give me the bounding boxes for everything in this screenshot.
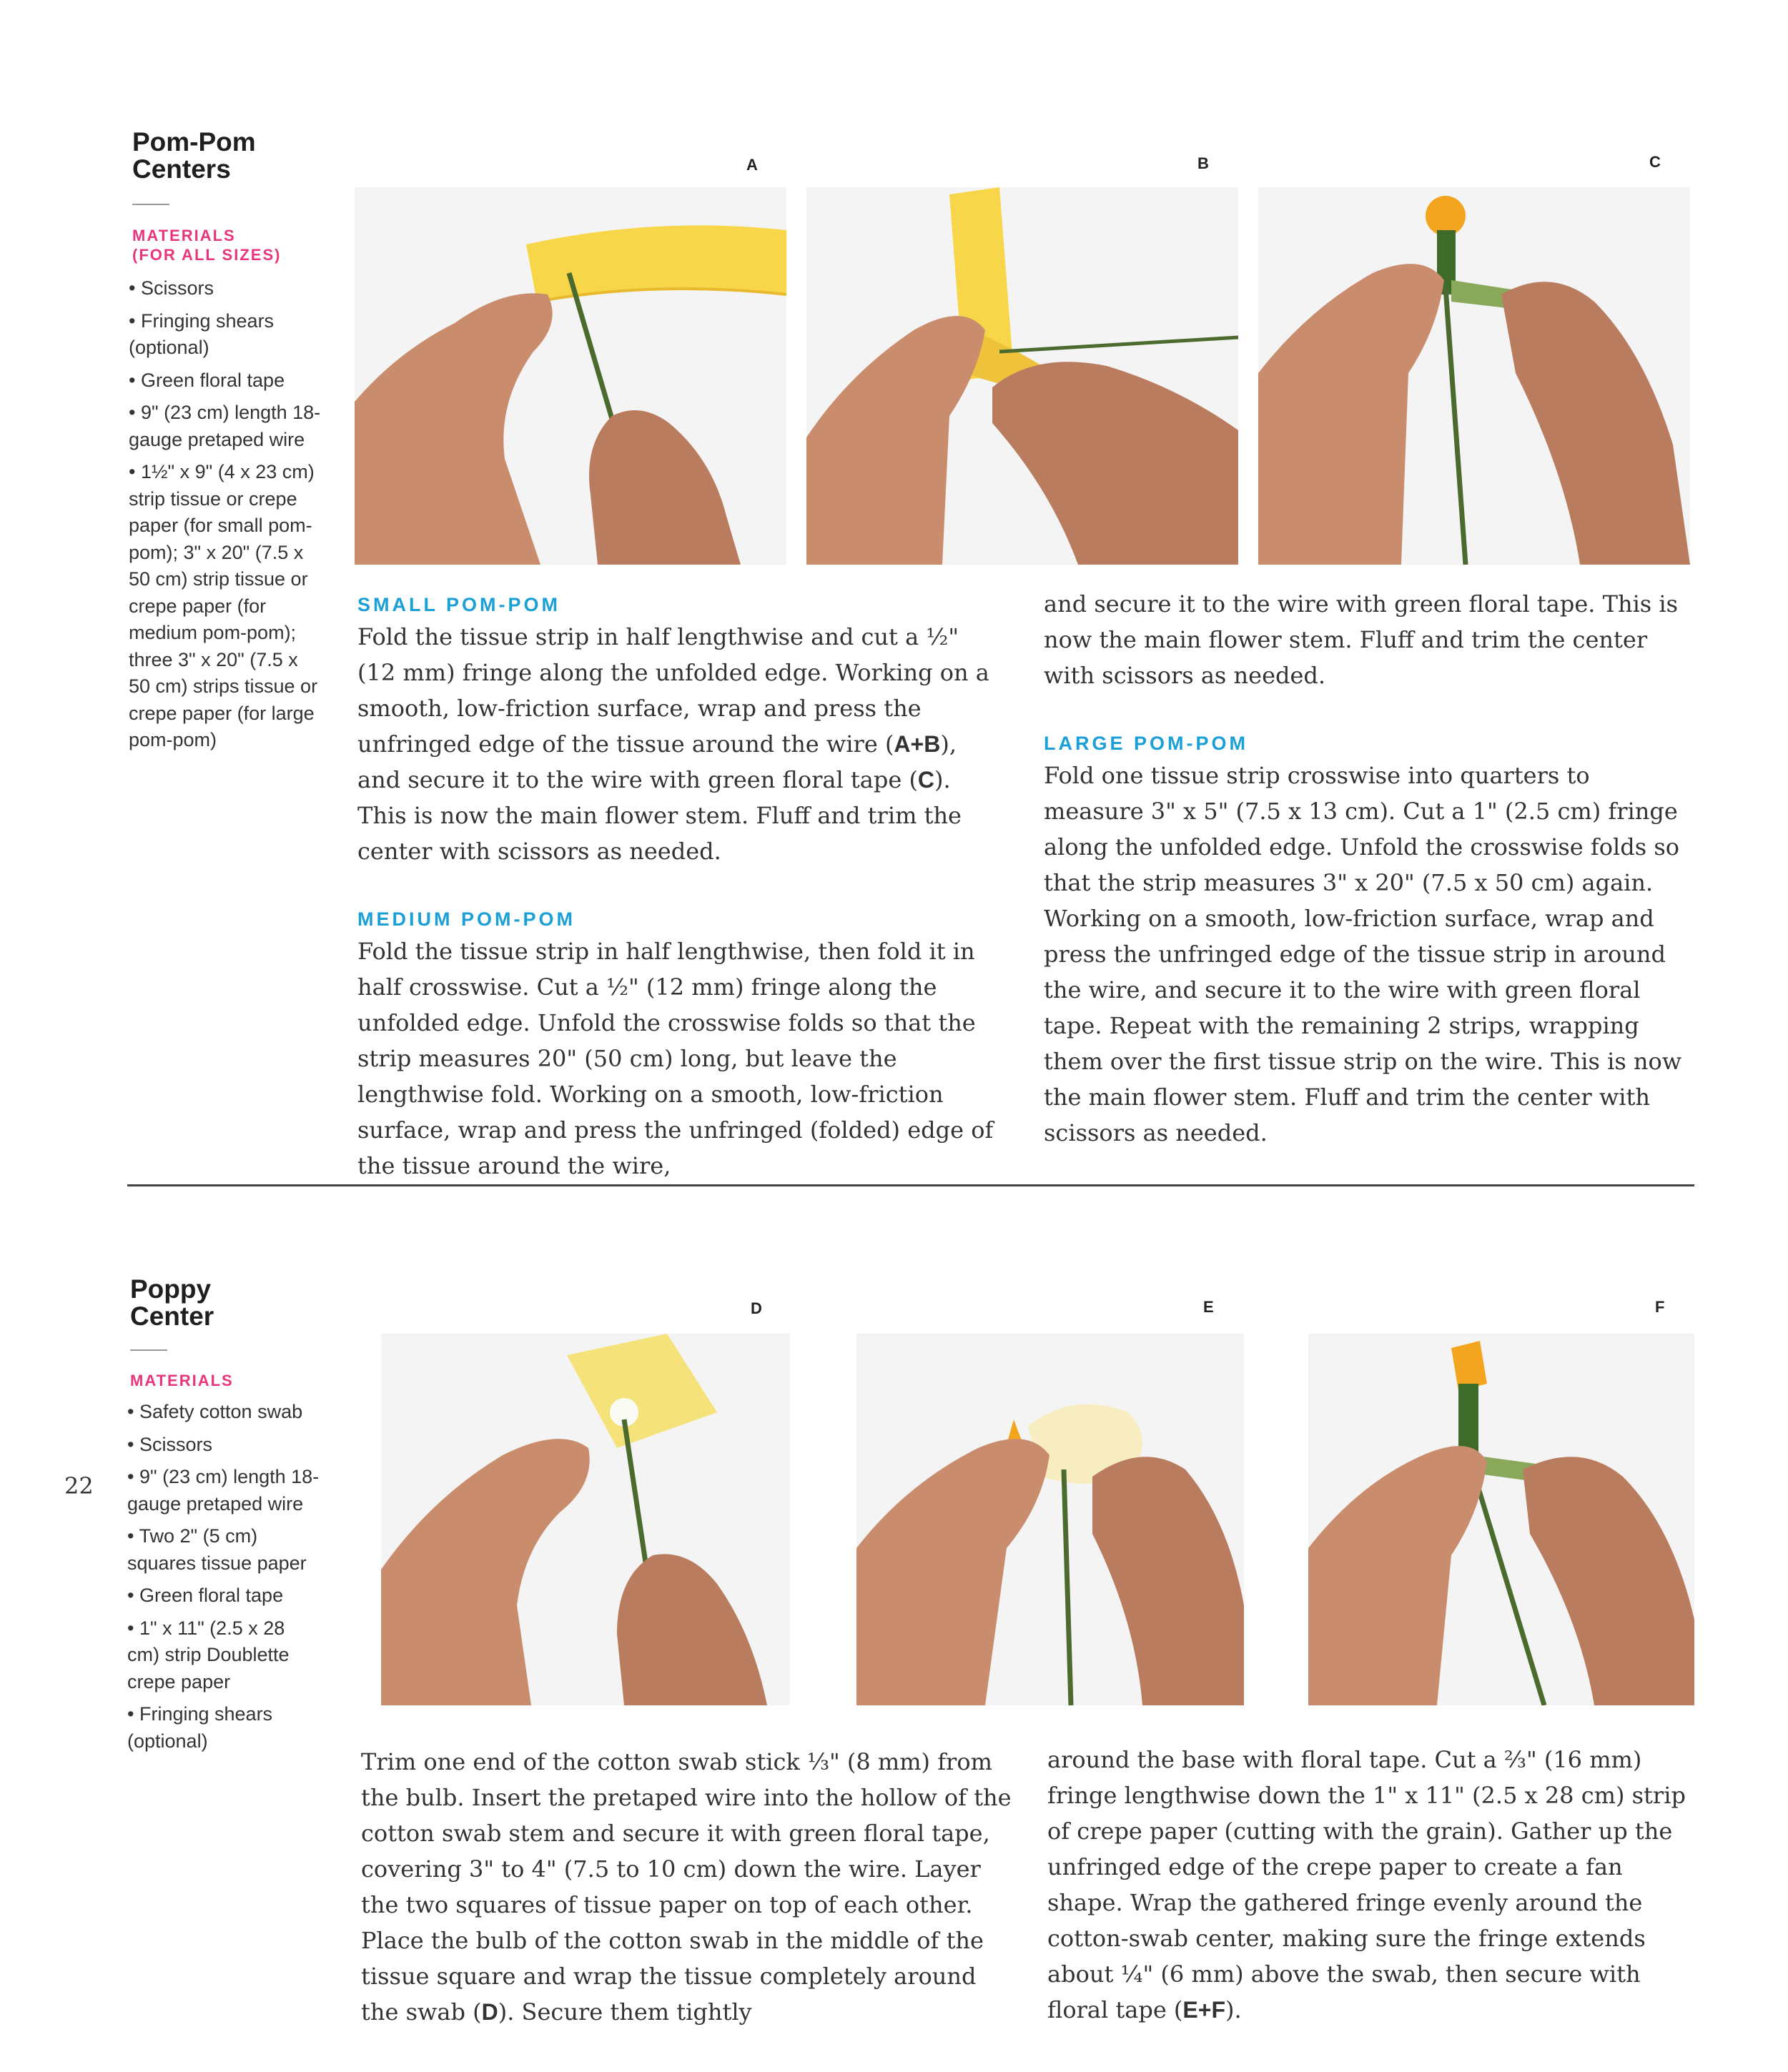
- material-item: • 1" x 11" (2.5 x 28 cm) strip Doublette crepe paper: [127, 1615, 320, 1696]
- step-label-a: A: [746, 156, 758, 174]
- text-run: Fold the tissue strip in half lengthwise and cut a ½" (12 mm) fringe along the unfolded edge. Working on a smooth, low-friction surface, wrap and press the unfringed edge of the tissue around the wire (: [357, 623, 989, 758]
- paragraph-medium-pompom: Fold the tissue strip in half lengthwise, then fold it in half crosswise. Cut a ½" (12 mm) fringe along the unfolded edge. Unfold the crosswise folds so that the strip measures 20" (50 cm) long, but leave the lengthwise fold. Working on a smooth, low-friction surface, wrap and press the unfringed (folded) edge of the tissue around the wire,: [357, 938, 994, 1179]
- text-column-1: [357, 590, 1001, 1184]
- materials-list-poppy: [127, 1399, 320, 1760]
- text-run: around the base with floral tape. Cut a ⅔" (16 mm) fringe lengthwise down the 1" x 11" (2.5 x 28 cm) strip of crepe paper (cutting with the grain). Gather up the unfringed edge of the crepe paper to create a fan shape. Wrap the gathered fringe evenly around the cotton-swab center, making sure the fringe extends about ¼" (6 mm) above the swab, then secure with floral tape (: [1047, 1746, 1686, 2023]
- step-ref-ab: A+B: [894, 731, 941, 757]
- title-rule: [130, 1349, 167, 1351]
- step-ref-c: C: [917, 767, 935, 793]
- text-column-3: [361, 1744, 1019, 2030]
- paragraph-poppy-1: [361, 1744, 1019, 2030]
- section-title-pompom: [132, 129, 256, 183]
- photo-step-e: [856, 1334, 1244, 1705]
- materials-heading: [132, 226, 281, 264]
- material-item: • 1½" x 9" (4 x 23 cm) strip tissue or crepe paper (for small pom-pom); 3" x 20" (7.5 x 50 cm) strip tissue or crepe paper (for medium pom-pom); three 3" x 20" (7.5 x 50 cm) strips tissue or crepe paper (for large pom-pom): [129, 459, 322, 754]
- paragraph-large-pompom: Fold one tissue strip crosswise into quarters to measure 3" x 5" (7.5 x 13 cm). Cut a 1" (2.5 cm) fringe along the unfolded edge. Unfold the crosswise folds so that the strip measures 3" x 20" (7.5 x 50 cm) again. Working on a smooth, low-friction surface, wrap and press the unfringed edge of the tissue strip in around the wire, and secure it to the wire with green floral tape. Repeat with the remaining 2 strips, wrapping them over the first tissue strip on the wire. This is now the main flower stem. Fluff and trim the center with scissors as needed.: [1044, 762, 1682, 1146]
- step-label-f: F: [1655, 1298, 1665, 1316]
- text-run: ).: [1225, 1996, 1242, 2023]
- title-rule: [132, 204, 169, 205]
- section-title-line1: Poppy: [130, 1274, 212, 1304]
- section-title-line1: Pom-Pom: [132, 127, 256, 157]
- materials-heading-line1: MATERIALS: [132, 227, 236, 244]
- paragraph-medium-continued: and secure it to the wire with green floral tape. This is now the main flower stem. Fluff and trim the center with scissors as needed.: [1044, 590, 1679, 689]
- material-item: • Two 2" (5 cm) squares tissue paper: [127, 1523, 320, 1577]
- material-item: • 9" (23 cm) length 18-gauge pretaped wire: [129, 400, 322, 453]
- section-title-line2: Center: [130, 1302, 214, 1331]
- photo-step-f: [1308, 1334, 1694, 1705]
- text-column-2: [1044, 586, 1687, 1151]
- step-label-e: E: [1203, 1298, 1214, 1316]
- step-label-d: D: [751, 1299, 762, 1317]
- material-item: • Fringing shears (optional): [129, 308, 322, 362]
- materials-list-pompom: [129, 275, 322, 760]
- material-item: • Fringing shears (optional): [127, 1701, 320, 1755]
- subhead-large-pompom: LARGE POM-POM: [1044, 733, 1248, 754]
- photo-step-d: [381, 1334, 790, 1705]
- text-run: Trim one end of the cotton swab stick ⅓" (8 mm) from the bulb. Insert the pretaped wire into the hollow of the cotton swab stem and secure it with green floral tape, covering 3" to 4" (7.5 to 10 cm) down the wire. Layer the two squares of tissue paper on top of each other. Place the bulb of the cotton swab in the middle of the tissue square and wrap the tissue completely around the swab (: [361, 1748, 1012, 2026]
- step-ref-d: D: [481, 1999, 498, 2025]
- text-column-4: [1047, 1742, 1705, 2028]
- photo-step-b: [806, 187, 1238, 565]
- section-title-line2: Centers: [132, 154, 231, 184]
- photo-step-a: [355, 187, 786, 565]
- material-item: • Green floral tape: [129, 367, 322, 395]
- step-ref-ef: E+F: [1182, 1997, 1225, 2023]
- text-run: ). Secure them tightly: [498, 1998, 752, 2026]
- paragraph-poppy-2: [1047, 1742, 1705, 2028]
- step-label-c: C: [1649, 153, 1661, 171]
- section-title-poppy: [130, 1276, 214, 1330]
- subhead-medium-pompom: MEDIUM POM-POM: [357, 908, 576, 930]
- materials-heading: MATERIALS: [130, 1372, 234, 1389]
- subhead-small-pompom: SMALL POM-POM: [357, 594, 560, 615]
- material-item: • Scissors: [129, 275, 322, 302]
- material-item: • 9" (23 cm) length 18-gauge pretaped wire: [127, 1464, 320, 1517]
- page-number: 22: [64, 1472, 94, 1500]
- section-divider: [127, 1184, 1694, 1186]
- paragraph-small-pompom: [357, 619, 1001, 869]
- text-run: ). This is now the main flower stem. Fluff and trim the center with scissors as needed.: [357, 766, 962, 865]
- text-run: ), and secure it to the wire with green floral tape (: [357, 730, 957, 793]
- material-item: • Scissors: [127, 1432, 320, 1459]
- step-label-b: B: [1197, 154, 1209, 172]
- material-item: • Green floral tape: [127, 1582, 320, 1610]
- material-item: • Safety cotton swab: [127, 1399, 320, 1426]
- photo-step-c: [1258, 187, 1690, 565]
- materials-heading-line2: (FOR ALL SIZES): [132, 246, 282, 264]
